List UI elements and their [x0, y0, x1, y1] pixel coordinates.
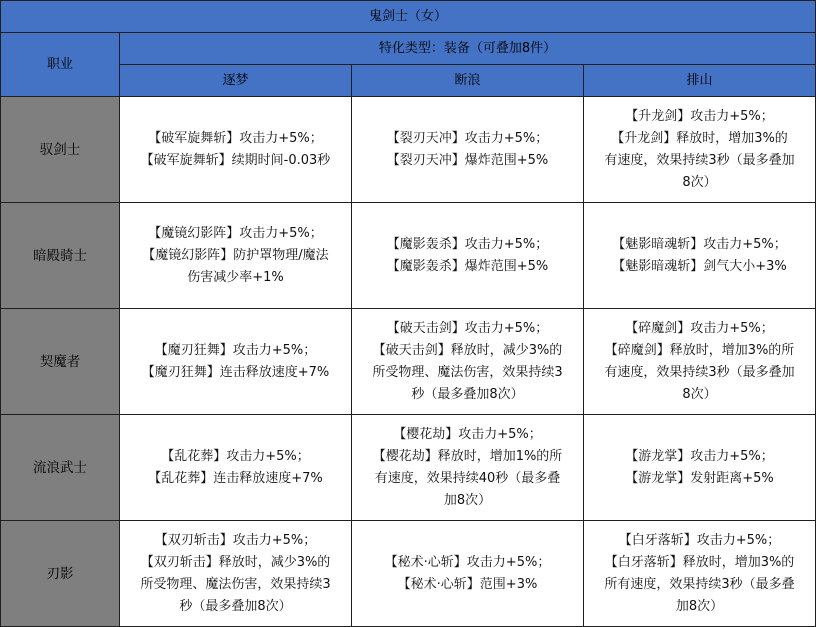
spec-effect-cell — [120, 203, 352, 309]
effect-line: 【裂刃天冲】爆炸范围+5% — [386, 152, 549, 168]
effect-line: 加8次） — [443, 492, 492, 508]
effect-line: 8次） — [682, 174, 717, 190]
spec-effect-cell — [584, 97, 816, 203]
effect-line: 【樱花劫】攻击力+5%； — [393, 426, 542, 442]
table-body — [1, 97, 816, 627]
spec-effect-cell — [352, 309, 584, 415]
effect-line: 【秘术·心斩】攻击力+5%； — [384, 554, 551, 570]
column-header-zhumeng: 逐梦 — [120, 65, 352, 97]
effect-line: 秒（最多叠加8次） — [411, 386, 524, 402]
spec-effect-cell — [584, 415, 816, 521]
effect-line: 【碎魔剑】攻击力+5%； — [625, 320, 774, 336]
effect-line: 【樱花劫】释放时，增加1%的所 — [372, 448, 563, 464]
spec-type-header: 特化类型：装备（可叠加8件） — [120, 33, 816, 65]
column-header-paishan: 排山 — [584, 65, 816, 97]
effect-line: 【游龙掌】攻击力+5%； — [625, 448, 774, 464]
table-row — [1, 203, 816, 309]
effect-line: 【破天击剑】释放时，减少3%的 — [372, 342, 563, 358]
effect-line: 【游龙掌】发射距离+5% — [625, 470, 774, 486]
effect-line: 【乱花葬】连击释放速度+7% — [148, 470, 323, 486]
effect-line: 有速度，效果持续3秒（最多叠加 — [604, 152, 795, 168]
job-column-header: 职业 — [1, 33, 120, 97]
effect-line: 【魔镜幻影阵】攻击力+5%； — [148, 225, 323, 241]
job-name: 暗殿骑士 — [1, 203, 120, 309]
spec-effect-cell — [120, 415, 352, 521]
effect-line: 【升龙剑】攻击力+5%； — [625, 108, 774, 124]
job-name: 契魔者 — [1, 309, 120, 415]
effect-line: 秒（最多叠加8次） — [179, 598, 292, 614]
spec-effect-cell — [584, 203, 816, 309]
spec-effect-cell — [352, 97, 584, 203]
spec-effect-cell — [120, 97, 352, 203]
effect-line: 【碎魔剑】释放时，增加3%的所 — [604, 342, 795, 358]
effect-line: 【升龙剑】释放时，增加3%的 — [611, 130, 788, 146]
table-row — [1, 309, 816, 415]
table-row — [1, 415, 816, 521]
effect-line: 【魔镜幻影阵】防护罩物理/魔法 — [142, 247, 329, 263]
effect-line: 所有速度，效果持续3秒（最多叠 — [604, 576, 795, 592]
column-header-duanlang: 断浪 — [352, 65, 584, 97]
effect-line: 伤害减少率+1% — [187, 269, 284, 285]
spec-effect-cell — [120, 521, 352, 627]
effect-line: 所受物理、魔法伤害，效果持续3 — [140, 576, 331, 592]
effect-line: 【魔刃狂舞】连击释放速度+7% — [141, 364, 330, 380]
effect-line: 【白牙落斩】释放时，增加3%的 — [604, 554, 795, 570]
effect-line: 【魔影轰杀】攻击力+5%； — [386, 236, 549, 252]
effect-line: 【魅影暗魂斩】攻击力+5%； — [612, 236, 787, 252]
effect-line: 【破天击剑】攻击力+5%； — [386, 320, 549, 336]
effect-line: 所受物理、魔法伤害，效果持续3 — [372, 364, 563, 380]
effect-line: 【裂刃天冲】攻击力+5%； — [386, 130, 549, 146]
effect-line: 8次） — [682, 386, 717, 402]
effect-line: 【破军旋舞斩】续期时间-0.03秒 — [140, 152, 331, 168]
effect-line: 【双刃斩击】攻击力+5%； — [154, 532, 317, 548]
effect-line: 有速度，效果持续3秒（最多叠加 — [604, 364, 795, 380]
spec-effect-cell — [352, 415, 584, 521]
effect-line: 【白牙落斩】攻击力+5%； — [618, 532, 781, 548]
table-row — [1, 521, 816, 627]
effect-line: 【破军旋舞斩】攻击力+5%； — [148, 130, 323, 146]
spec-effect-cell — [120, 309, 352, 415]
effect-line: 【双刃斩击】释放时，减少3%的 — [140, 554, 331, 570]
effect-line: 【乱花葬】攻击力+5%； — [161, 448, 310, 464]
table-row — [1, 97, 816, 203]
job-name: 刃影 — [1, 521, 120, 627]
effect-line: 【魔刃狂舞】攻击力+5%； — [154, 342, 317, 358]
job-name: 驭剑士 — [1, 97, 120, 203]
spec-effect-cell — [584, 309, 816, 415]
effect-line: 【魔影轰杀】爆炸范围+5% — [386, 258, 549, 274]
job-name: 流浪武士 — [1, 415, 120, 521]
spec-effect-cell — [584, 521, 816, 627]
effect-line: 加8次） — [675, 598, 724, 614]
effect-line: 有速度，效果持续40秒（最多叠 — [374, 470, 561, 486]
spec-effect-cell — [352, 521, 584, 627]
spec-effect-cell — [352, 203, 584, 309]
effect-line: 【秘术·心斩】范围+3% — [397, 576, 538, 592]
table-title: 鬼剑士（女） — [1, 1, 816, 33]
effect-line: 【魅影暗魂斩】剑气大小+3% — [612, 258, 787, 274]
